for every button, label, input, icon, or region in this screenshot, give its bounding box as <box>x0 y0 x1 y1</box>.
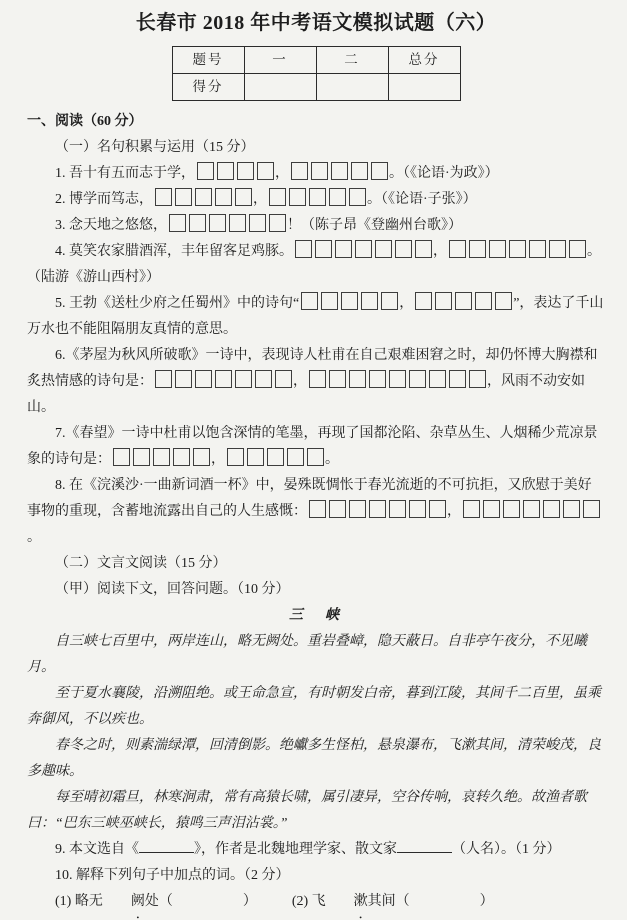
answer-box[interactable] <box>369 500 386 518</box>
text-segment: 。（《论语·子张》） <box>367 192 477 207</box>
answer-box[interactable] <box>257 162 274 180</box>
passage-paragraph: 春冬之时，则素湍绿潭，回清倒影。绝巘多生怪柏，悬泉瀑布，飞漱其间，清荣峻茂，良多趣味。 <box>27 738 601 779</box>
answer-box[interactable] <box>435 292 452 310</box>
text-segment: ， <box>433 244 447 259</box>
score-input-cell[interactable] <box>244 74 316 101</box>
answer-box[interactable] <box>315 240 332 258</box>
answer-box[interactable] <box>583 500 600 518</box>
text-segment: （人名）。（1 分） <box>452 842 561 857</box>
passage-paragraph: 至于夏水襄陵，沿溯阻绝。或王命急宣，有时朝发白帝，暮到江陵，其间千二百里，虽乘奔御风，不以疾也。 <box>27 686 601 727</box>
text-segment: 3. 念天地之悠悠， <box>55 218 167 233</box>
answer-box[interactable] <box>169 214 186 232</box>
answer-box[interactable] <box>523 500 540 518</box>
subsection-1-heading: （一）名句积累与运用（15 分） <box>55 140 255 155</box>
answer-box[interactable] <box>309 500 326 518</box>
question-4 <box>27 239 605 291</box>
passage-paragraph: 每至晴初霜旦，林寒涧肃，常有高猿长啸，属引凄异，空谷传响，哀转久绝。故渔者歌曰：“巴东三峡巫峡长，猿鸣三声泪沾裳。” <box>27 790 587 831</box>
answer-box[interactable] <box>469 240 486 258</box>
answer-box[interactable] <box>287 448 304 466</box>
question-10: 10. 解释下列句子中加点的词。（2 分） <box>55 868 290 883</box>
text-segment: ， <box>447 504 461 519</box>
text-segment: 。（陆游《游山西村》） <box>27 244 601 285</box>
answer-box[interactable] <box>389 500 406 518</box>
score-table-header-row <box>172 47 460 74</box>
answer-box[interactable] <box>355 240 372 258</box>
text-segment: ， <box>211 452 225 467</box>
answer-box[interactable] <box>335 240 352 258</box>
question-8 <box>27 473 605 551</box>
answer-box[interactable] <box>503 500 520 518</box>
text-segment: ， <box>399 296 414 311</box>
score-input-cell[interactable] <box>388 74 460 101</box>
answer-box[interactable] <box>429 500 446 518</box>
text-segment: 处（ ） (2) 飞 <box>144 894 326 909</box>
text-segment: 6.《茅屋为秋风所破歌》一诗中，表现诗人杜甫在自己艰难困窘之时，却仍怀博大胸襟和炙热情感的诗句是： <box>27 348 598 389</box>
answer-box[interactable] <box>197 162 214 180</box>
question-6 <box>27 343 605 421</box>
answer-box[interactable] <box>529 240 546 258</box>
answer-box[interactable] <box>475 292 492 310</box>
passage-title: 三 峡 <box>289 608 343 623</box>
answer-box[interactable] <box>153 448 170 466</box>
text-segment: ！（陈子昂《登幽州台歌》） <box>287 218 462 233</box>
answer-box[interactable] <box>237 162 254 180</box>
answer-box[interactable] <box>173 448 190 466</box>
answer-box[interactable] <box>329 500 346 518</box>
score-table <box>172 46 461 101</box>
answer-box[interactable] <box>329 188 346 206</box>
answer-box[interactable] <box>269 188 286 206</box>
answer-box[interactable] <box>195 188 212 206</box>
section-reading-heading: 一、阅读（60 分） <box>27 114 143 129</box>
question-9 <box>27 837 605 863</box>
text-segment: ，风雨不动安如山。 <box>27 374 585 415</box>
answer-box[interactable] <box>307 448 324 466</box>
answer-box[interactable] <box>415 292 432 310</box>
text-segment: 9. 本文选自《 <box>55 842 139 857</box>
answer-box[interactable] <box>227 448 244 466</box>
question-10-items <box>27 889 605 915</box>
text-segment: 。 <box>325 452 339 467</box>
answer-box[interactable] <box>489 240 506 258</box>
score-table-row-label: 得分 <box>172 74 244 101</box>
answer-box[interactable] <box>215 370 232 388</box>
answer-box[interactable] <box>349 500 366 518</box>
answer-box[interactable] <box>395 240 412 258</box>
text-segment: ， <box>293 374 307 389</box>
answer-box[interactable] <box>389 370 406 388</box>
answer-box[interactable] <box>249 214 266 232</box>
answer-box[interactable] <box>309 370 326 388</box>
answer-box[interactable] <box>113 448 130 466</box>
page-title: 长春市 2018 年中考语文模拟试题（六） <box>135 12 497 34</box>
answer-box[interactable] <box>449 370 466 388</box>
answer-box[interactable] <box>311 162 328 180</box>
part-jia-heading: （甲）阅读下文，回答问题。（10 分） <box>55 582 290 597</box>
answer-box[interactable] <box>235 188 252 206</box>
answer-box[interactable] <box>351 162 368 180</box>
answer-box[interactable] <box>189 214 206 232</box>
emphasized-char: 阙 <box>130 894 145 909</box>
answer-box[interactable] <box>155 188 172 206</box>
answer-box[interactable] <box>371 162 388 180</box>
question-3 <box>27 213 605 239</box>
emphasized-char: 漱 <box>353 894 368 909</box>
answer-box[interactable] <box>563 500 580 518</box>
answer-box[interactable] <box>361 292 378 310</box>
answer-box[interactable] <box>381 292 398 310</box>
answer-box[interactable] <box>175 188 192 206</box>
answer-box[interactable] <box>329 370 346 388</box>
question-7 <box>27 421 605 473</box>
text-segment: 1. 吾十有五而志于学， <box>55 166 195 181</box>
answer-box[interactable] <box>193 448 210 466</box>
answer-box[interactable] <box>495 292 512 310</box>
text-segment: 。 <box>27 530 41 545</box>
answer-box[interactable] <box>229 214 246 232</box>
answer-box[interactable] <box>369 370 386 388</box>
answer-box[interactable] <box>301 292 318 310</box>
answer-box[interactable] <box>269 214 286 232</box>
answer-box[interactable] <box>155 370 172 388</box>
answer-box[interactable] <box>247 448 264 466</box>
answer-box[interactable] <box>175 370 192 388</box>
text-segment: ”，表达了千山万水也不能阻隔朋友真情的意思。 <box>27 296 604 337</box>
answer-box[interactable] <box>267 448 284 466</box>
answer-box[interactable] <box>235 370 252 388</box>
answer-box[interactable] <box>309 188 326 206</box>
answer-box[interactable] <box>429 370 446 388</box>
text-segment: 其间（ ） <box>367 894 494 909</box>
answer-box[interactable] <box>215 188 232 206</box>
answer-box[interactable] <box>255 370 272 388</box>
passage-paragraph: 自三峡七百里中，两岸连山，略无阙处。重岩叠嶂，隐天蔽日。自非亭午夜分，不见曦月。 <box>27 634 587 675</box>
text-segment: 。（《论语·为政》） <box>389 166 499 181</box>
text-segment: ， <box>253 192 267 207</box>
score-table-score-row <box>172 74 460 101</box>
subsection-2-heading: （二）文言文阅读（15 分） <box>55 556 227 571</box>
text-segment: 4. 莫笑农家腊酒浑，丰年留客足鸡豚。 <box>55 244 293 259</box>
text-segment: ， <box>275 166 289 181</box>
answer-box[interactable] <box>209 214 226 232</box>
answer-box[interactable] <box>133 448 150 466</box>
answer-box[interactable] <box>349 188 366 206</box>
classical-passage <box>27 603 605 837</box>
answer-blank[interactable] <box>397 838 452 853</box>
score-table-cell-label: 题号 <box>172 47 244 74</box>
answer-box[interactable] <box>275 370 292 388</box>
answer-box[interactable] <box>217 162 234 180</box>
answer-box[interactable] <box>455 292 472 310</box>
score-table-cell-total: 总分 <box>388 47 460 74</box>
answer-box[interactable] <box>415 240 432 258</box>
answer-box[interactable] <box>509 240 526 258</box>
answer-box[interactable] <box>569 240 586 258</box>
text-segment: 5. 王勃《送杜少府之任蜀州》中的诗句“ <box>55 296 300 311</box>
answer-box[interactable] <box>549 240 566 258</box>
answer-box[interactable] <box>409 370 426 388</box>
question-5 <box>27 291 605 343</box>
score-input-cell[interactable] <box>316 74 388 101</box>
answer-box[interactable] <box>321 292 338 310</box>
text-segment: (1) 略无 <box>55 894 103 909</box>
text-segment: 》，作者是北魏地理学家、散文家 <box>194 842 397 857</box>
answer-blank[interactable] <box>139 838 194 853</box>
question-1 <box>27 161 605 187</box>
answer-box[interactable] <box>291 162 308 180</box>
answer-box[interactable] <box>349 370 366 388</box>
answer-box[interactable] <box>483 500 500 518</box>
answer-box[interactable] <box>331 162 348 180</box>
answer-box[interactable] <box>341 292 358 310</box>
text-segment: 2. 博学而笃志， <box>55 192 153 207</box>
text-segment: 8. 在《浣溪沙·一曲新词酒一杯》中，晏殊既惆怅于春光流逝的不可抗拒，又欣慰于美好事物的重现，含蓄地流露出自己的人生感慨： <box>27 478 592 519</box>
answer-box[interactable] <box>375 240 392 258</box>
answer-box[interactable] <box>463 500 480 518</box>
question-2 <box>27 187 605 213</box>
score-table-cell-part1: 一 <box>244 47 316 74</box>
answer-box[interactable] <box>409 500 426 518</box>
answer-box[interactable] <box>543 500 560 518</box>
score-table-cell-part2: 二 <box>316 47 388 74</box>
answer-box[interactable] <box>469 370 486 388</box>
answer-box[interactable] <box>195 370 212 388</box>
answer-box[interactable] <box>449 240 466 258</box>
answer-box[interactable] <box>295 240 312 258</box>
answer-box[interactable] <box>289 188 306 206</box>
text-segment: 7.《春望》一诗中杜甫以饱含深情的笔墨，再现了国都沦陷、杂草丛生、人烟稀少荒凉景象的诗句是： <box>27 426 598 467</box>
